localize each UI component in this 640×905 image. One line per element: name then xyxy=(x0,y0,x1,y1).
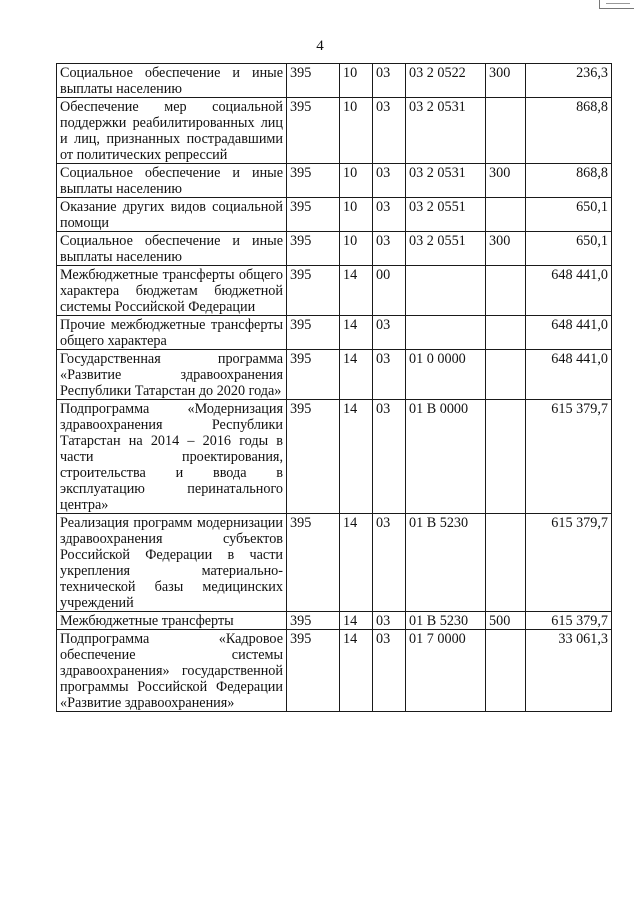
expense-type-cell xyxy=(486,316,526,350)
expense-type-cell: 300 xyxy=(486,164,526,198)
target-code-cell: 01 В 5230 xyxy=(406,514,486,612)
row-name-cell: Социальное обеспечение и иные выплаты населению xyxy=(57,232,287,266)
target-code-cell: 03 2 0531 xyxy=(406,164,486,198)
row-name-cell: Обеспечение мер социальной поддержки реабилитированных лиц и лиц, признанных пострадавшими от политических репрессий xyxy=(57,98,287,164)
expense-type-cell: 300 xyxy=(486,232,526,266)
table-body xyxy=(57,64,612,712)
target-code-cell: 03 2 0522 xyxy=(406,64,486,98)
amount-cell: 648 441,0 xyxy=(526,350,612,400)
section-code-cell: 14 xyxy=(340,612,373,630)
table-row xyxy=(57,98,612,164)
expense-type-cell xyxy=(486,350,526,400)
ministry-code-cell: 395 xyxy=(287,164,340,198)
ministry-code-cell: 395 xyxy=(287,198,340,232)
amount-cell: 615 379,7 xyxy=(526,612,612,630)
amount-cell: 650,1 xyxy=(526,198,612,232)
target-code-cell xyxy=(406,316,486,350)
section-code-cell: 14 xyxy=(340,400,373,514)
ministry-code-cell: 395 xyxy=(287,350,340,400)
amount-cell: 236,3 xyxy=(526,64,612,98)
subsection-code-cell: 03 xyxy=(373,630,406,712)
subsection-code-cell: 03 xyxy=(373,612,406,630)
subsection-code-cell: 03 xyxy=(373,232,406,266)
subsection-code-cell: 03 xyxy=(373,400,406,514)
target-code-cell: 03 2 0531 xyxy=(406,98,486,164)
subsection-code-cell: 00 xyxy=(373,266,406,316)
table-row xyxy=(57,232,612,266)
section-code-cell: 14 xyxy=(340,316,373,350)
table-row xyxy=(57,400,612,514)
table-row xyxy=(57,164,612,198)
scan-corner-mark xyxy=(599,0,634,9)
amount-cell: 868,8 xyxy=(526,98,612,164)
amount-cell: 615 379,7 xyxy=(526,514,612,612)
section-code-cell: 14 xyxy=(340,350,373,400)
section-code-cell: 10 xyxy=(340,232,373,266)
amount-cell: 33 061,3 xyxy=(526,630,612,712)
amount-cell: 648 441,0 xyxy=(526,316,612,350)
target-code-cell: 03 2 0551 xyxy=(406,198,486,232)
section-code-cell: 10 xyxy=(340,198,373,232)
expense-type-cell xyxy=(486,266,526,316)
ministry-code-cell: 395 xyxy=(287,612,340,630)
row-name-cell: Межбюджетные трансферты общего характера бюджетам бюджетной системы Российской Федерации xyxy=(57,266,287,316)
section-code-cell: 10 xyxy=(340,64,373,98)
subsection-code-cell: 03 xyxy=(373,64,406,98)
amount-cell: 648 441,0 xyxy=(526,266,612,316)
target-code-cell: 01 0 0000 xyxy=(406,350,486,400)
table-row xyxy=(57,350,612,400)
row-name-cell: Оказание других видов социальной помощи xyxy=(57,198,287,232)
section-code-cell: 10 xyxy=(340,98,373,164)
amount-cell: 615 379,7 xyxy=(526,400,612,514)
row-name-cell: Подпрограмма «Модернизация здравоохранения Республики Татарстан на 2014 – 2016 годы в части проектирования, строительства и ввода в эксплуатацию перинатального центра» xyxy=(57,400,287,514)
page-number: 4 xyxy=(316,38,324,54)
subsection-code-cell: 03 xyxy=(373,316,406,350)
section-code-cell: 14 xyxy=(340,266,373,316)
budget-table xyxy=(56,63,612,712)
section-code-cell: 14 xyxy=(340,630,373,712)
expense-type-cell xyxy=(486,98,526,164)
section-code-cell: 14 xyxy=(340,514,373,612)
expense-type-cell xyxy=(486,630,526,712)
table-row xyxy=(57,612,612,630)
target-code-cell: 01 В 0000 xyxy=(406,400,486,514)
table-row xyxy=(57,198,612,232)
ministry-code-cell: 395 xyxy=(287,400,340,514)
target-code-cell: 01 7 0000 xyxy=(406,630,486,712)
target-code-cell: 03 2 0551 xyxy=(406,232,486,266)
row-name-cell: Реализация программ модернизации здравоохранения субъектов Российской Федерации в части укрепления материально-технической базы медицинских учреждений xyxy=(57,514,287,612)
section-code-cell: 10 xyxy=(340,164,373,198)
row-name-cell: Подпрограмма «Кадровое обеспечение системы здравоохранения» государственной программы Российской Федерации «Развитие здравоохранения» xyxy=(57,630,287,712)
row-name-cell: Прочие межбюджетные трансферты общего характера xyxy=(57,316,287,350)
subsection-code-cell: 03 xyxy=(373,98,406,164)
table-row xyxy=(57,514,612,612)
subsection-code-cell: 03 xyxy=(373,350,406,400)
subsection-code-cell: 03 xyxy=(373,198,406,232)
row-name-cell: Социальное обеспечение и иные выплаты населению xyxy=(57,164,287,198)
ministry-code-cell: 395 xyxy=(287,316,340,350)
expense-type-cell xyxy=(486,198,526,232)
ministry-code-cell: 395 xyxy=(287,514,340,612)
subsection-code-cell: 03 xyxy=(373,514,406,612)
amount-cell: 650,1 xyxy=(526,232,612,266)
table-row xyxy=(57,630,612,712)
ministry-code-cell: 395 xyxy=(287,266,340,316)
table-row xyxy=(57,64,612,98)
ministry-code-cell: 395 xyxy=(287,98,340,164)
subsection-code-cell: 03 xyxy=(373,164,406,198)
table-row xyxy=(57,266,612,316)
row-name-cell: Межбюджетные трансферты xyxy=(57,612,287,630)
row-name-cell: Государственная программа «Развитие здравоохранения Республики Татарстан до 2020 года» xyxy=(57,350,287,400)
expense-type-cell xyxy=(486,514,526,612)
amount-cell: 868,8 xyxy=(526,164,612,198)
expense-type-cell xyxy=(486,400,526,514)
expense-type-cell: 300 xyxy=(486,64,526,98)
row-name-cell: Социальное обеспечение и иные выплаты населению xyxy=(57,64,287,98)
ministry-code-cell: 395 xyxy=(287,232,340,266)
target-code-cell: 01 В 5230 xyxy=(406,612,486,630)
table-row xyxy=(57,316,612,350)
ministry-code-cell: 395 xyxy=(287,630,340,712)
ministry-code-cell: 395 xyxy=(287,64,340,98)
target-code-cell xyxy=(406,266,486,316)
expense-type-cell: 500 xyxy=(486,612,526,630)
